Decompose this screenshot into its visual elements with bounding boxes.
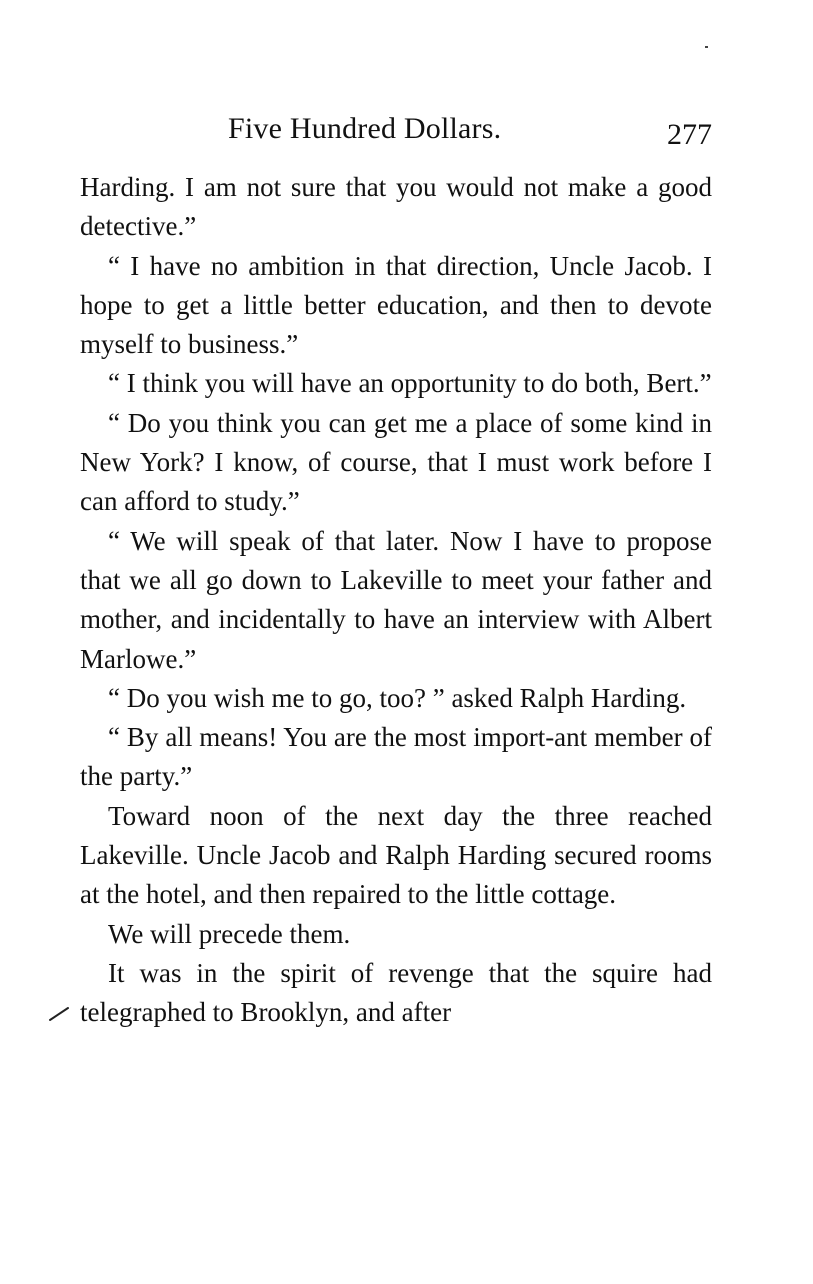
paragraph: We will precede them. xyxy=(108,918,351,949)
paragraph: Toward noon of the next day the three reached Lakeville. Uncle Jacob and Ralph Harding secured rooms at the hotel, and then repaired to the little cottage. xyxy=(80,800,712,910)
paragraph: “ I think you will have an opportunity to do both, Bert.” xyxy=(108,368,712,399)
print-speck xyxy=(705,46,708,48)
paragraph: “ We will speak of that later. Now I have to propose that we all go down to Lakeville to meet your father and mother, and incidentally to have an interview with Albert Marlowe.” xyxy=(80,525,712,674)
paragraph: “ Do you wish me to go, too? ” asked Ralph Harding. xyxy=(108,682,687,713)
running-head xyxy=(80,112,712,158)
page-number: 277 xyxy=(667,118,712,151)
pencil-margin-mark-icon xyxy=(48,1006,70,1022)
paragraph: Harding. I am not sure that you would not make a good detective.” xyxy=(80,172,712,242)
paragraph: It was in the spirit of revenge that the squire had telegraphed to Brooklyn, and after xyxy=(80,957,712,1028)
running-title: Five Hundred Dollars. xyxy=(228,112,502,145)
paragraph: “ By all means! You are the most import-ant member of the party.” xyxy=(80,722,712,792)
paragraph: “ Do you think you can get me a place of some kind in New York? I know, of course, that I must work before I can afford to study.” xyxy=(80,407,712,517)
body-text xyxy=(80,168,712,1033)
paragraph: “ I have no ambition in that direction, Uncle Jacob. I hope to get a little better education, and then to devote myself to business.” xyxy=(80,250,712,360)
